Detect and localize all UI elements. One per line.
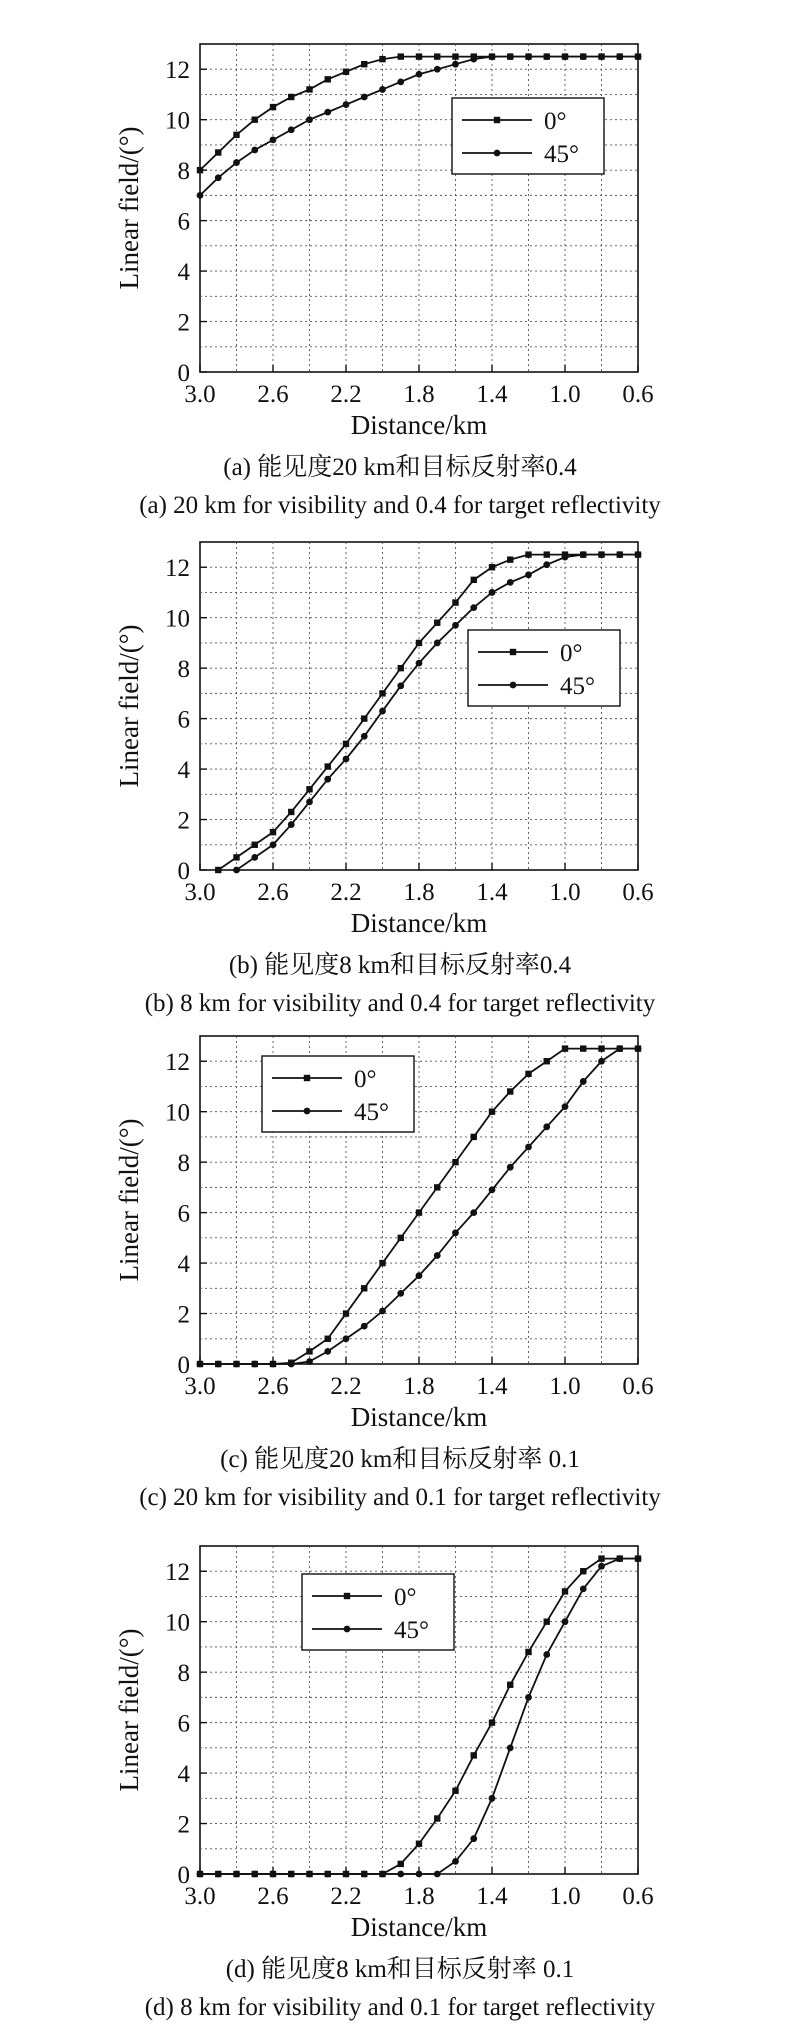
data-point-circle bbox=[361, 94, 368, 101]
x-tick-label: 2.6 bbox=[257, 1373, 289, 1400]
data-point-circle bbox=[562, 53, 569, 60]
data-point-square bbox=[306, 1348, 312, 1354]
data-point-square bbox=[233, 132, 239, 138]
data-point-square bbox=[434, 53, 440, 59]
data-point-circle bbox=[416, 1272, 423, 1279]
data-point-circle bbox=[361, 1871, 368, 1878]
data-point-square bbox=[288, 94, 294, 100]
legend-marker-circle bbox=[344, 1626, 351, 1633]
y-tick-label: 8 bbox=[177, 1150, 190, 1178]
data-point-square bbox=[507, 1682, 513, 1688]
data-point-square bbox=[525, 1649, 531, 1655]
plot-frame bbox=[200, 44, 638, 372]
caption-en-d: (d) 8 km for visibility and 0.1 for target reflectivity bbox=[144, 1994, 656, 2021]
x-tick-label: 1.4 bbox=[476, 1373, 508, 1400]
data-point-circle bbox=[251, 854, 258, 861]
chart-panel-a bbox=[0, 8, 800, 519]
x-tick-label: 1.0 bbox=[549, 1373, 581, 1400]
data-point-square bbox=[507, 1088, 513, 1094]
y-tick-label: 2 bbox=[177, 1301, 190, 1329]
data-point-circle bbox=[397, 78, 404, 85]
data-point-square bbox=[252, 842, 258, 848]
data-point-square bbox=[489, 1108, 495, 1114]
data-point-circle bbox=[470, 1835, 477, 1842]
legend-label-0: 0° bbox=[394, 1584, 417, 1611]
data-point-circle bbox=[489, 1795, 496, 1802]
data-point-square bbox=[379, 56, 385, 62]
caption-zh-a: (a) 能见度20 km和目标反射率0.4 bbox=[223, 454, 577, 481]
data-point-circle bbox=[324, 1348, 331, 1355]
data-point-circle bbox=[543, 561, 550, 568]
data-point-square bbox=[471, 577, 477, 583]
data-point-square bbox=[343, 69, 349, 75]
data-point-circle bbox=[452, 622, 459, 629]
y-tick-label: 12 bbox=[165, 1049, 190, 1077]
y-tick-label: 10 bbox=[165, 605, 190, 633]
x-axis-title: Distance/km bbox=[350, 410, 488, 440]
data-point-circle bbox=[361, 733, 368, 740]
data-point-square bbox=[215, 149, 221, 155]
legend-box bbox=[468, 630, 620, 706]
line-chart-b bbox=[0, 506, 800, 936]
data-point-square bbox=[270, 829, 276, 835]
y-tick-label: 10 bbox=[165, 1609, 190, 1637]
y-tick-label: 4 bbox=[177, 1761, 190, 1789]
x-tick-label: 0.6 bbox=[622, 381, 654, 408]
data-point-square bbox=[471, 1134, 477, 1140]
data-point-circle bbox=[434, 66, 441, 73]
data-point-square bbox=[434, 1184, 440, 1190]
y-tick-label: 4 bbox=[177, 1251, 190, 1279]
data-point-square bbox=[434, 620, 440, 626]
chart-panel-b bbox=[0, 506, 800, 1017]
data-point-circle bbox=[489, 589, 496, 596]
data-point-circle bbox=[635, 1045, 642, 1052]
data-point-circle bbox=[470, 56, 477, 63]
y-tick-label: 6 bbox=[177, 208, 190, 236]
data-point-square bbox=[544, 551, 550, 557]
data-point-circle bbox=[324, 1871, 331, 1878]
legend-label-1: 45° bbox=[394, 1617, 429, 1644]
x-tick-label: 2.2 bbox=[330, 879, 362, 906]
data-point-square bbox=[416, 1841, 422, 1847]
data-point-circle bbox=[543, 53, 550, 60]
x-tick-label: 2.2 bbox=[330, 381, 362, 408]
data-point-square bbox=[580, 1568, 586, 1574]
data-point-circle bbox=[343, 1871, 350, 1878]
x-tick-label: 0.6 bbox=[622, 1883, 654, 1910]
data-point-circle bbox=[562, 1618, 569, 1625]
line-chart-a bbox=[0, 8, 800, 438]
x-tick-label: 1.0 bbox=[549, 381, 581, 408]
y-tick-label: 4 bbox=[177, 259, 190, 287]
data-point-square bbox=[252, 116, 258, 122]
data-point-circle bbox=[562, 554, 569, 561]
data-point-square bbox=[398, 1235, 404, 1241]
x-tick-label: 1.8 bbox=[403, 879, 435, 906]
data-point-circle bbox=[616, 551, 623, 558]
data-point-square bbox=[598, 1555, 604, 1561]
y-tick-label: 12 bbox=[165, 1559, 190, 1587]
data-point-circle bbox=[616, 1045, 623, 1052]
data-point-square bbox=[361, 1285, 367, 1291]
data-point-square bbox=[398, 665, 404, 671]
data-point-circle bbox=[635, 551, 642, 558]
data-point-circle bbox=[598, 1563, 605, 1570]
data-point-square bbox=[544, 1058, 550, 1064]
data-point-square bbox=[434, 1815, 440, 1821]
y-tick-label: 8 bbox=[177, 1660, 190, 1688]
data-point-circle bbox=[306, 116, 313, 123]
x-tick-label: 0.6 bbox=[622, 1373, 654, 1400]
legend-label-1: 45° bbox=[560, 673, 595, 700]
line-chart-d bbox=[0, 1510, 800, 1940]
data-point-circle bbox=[306, 798, 313, 805]
legend bbox=[452, 98, 604, 174]
x-tick-label: 1.4 bbox=[476, 879, 508, 906]
data-point-square bbox=[379, 1260, 385, 1266]
data-point-circle bbox=[616, 1555, 623, 1562]
data-point-circle bbox=[489, 1187, 496, 1194]
data-point-square bbox=[416, 53, 422, 59]
data-point-circle bbox=[233, 159, 240, 166]
data-point-circle bbox=[343, 1335, 350, 1342]
data-point-square bbox=[489, 1719, 495, 1725]
data-point-square bbox=[343, 1310, 349, 1316]
y-axis-title: Linear field/(°) bbox=[114, 1628, 144, 1792]
data-point-circle bbox=[306, 1871, 313, 1878]
data-point-circle bbox=[233, 867, 240, 874]
x-tick-label: 2.6 bbox=[257, 1883, 289, 1910]
x-tick-label: 3.0 bbox=[184, 1883, 216, 1910]
y-tick-label: 6 bbox=[177, 1710, 190, 1738]
data-point-circle bbox=[580, 1585, 587, 1592]
y-tick-label: 12 bbox=[165, 555, 190, 583]
data-point-circle bbox=[434, 640, 441, 647]
data-point-circle bbox=[507, 579, 514, 586]
y-tick-label: 0 bbox=[177, 360, 190, 387]
legend bbox=[262, 1056, 414, 1132]
x-tick-label: 2.6 bbox=[257, 879, 289, 906]
data-point-circle bbox=[324, 776, 331, 783]
x-tick-label: 3.0 bbox=[184, 381, 216, 408]
data-point-square bbox=[306, 786, 312, 792]
x-tick-label: 1.8 bbox=[403, 381, 435, 408]
data-point-square bbox=[215, 867, 221, 873]
data-point-square bbox=[361, 715, 367, 721]
legend-box bbox=[302, 1574, 454, 1650]
legend-label-0: 0° bbox=[544, 108, 567, 135]
y-tick-label: 12 bbox=[165, 57, 190, 85]
data-point-circle bbox=[343, 101, 350, 108]
x-tick-label: 1.4 bbox=[476, 381, 508, 408]
legend bbox=[468, 630, 620, 706]
data-point-square bbox=[562, 1588, 568, 1594]
data-point-circle bbox=[379, 708, 386, 715]
y-tick-label: 6 bbox=[177, 1200, 190, 1228]
data-point-circle bbox=[288, 1871, 295, 1878]
data-point-square bbox=[325, 76, 331, 82]
x-tick-label: 0.6 bbox=[622, 879, 654, 906]
legend-marker-square bbox=[344, 1593, 350, 1599]
data-point-circle bbox=[416, 1871, 423, 1878]
data-point-circle bbox=[288, 821, 295, 828]
line-chart-c bbox=[0, 1000, 800, 1430]
data-point-circle bbox=[543, 1651, 550, 1658]
data-point-square bbox=[379, 690, 385, 696]
data-point-square bbox=[562, 1045, 568, 1051]
data-point-circle bbox=[379, 86, 386, 93]
data-point-square bbox=[544, 1618, 550, 1624]
y-tick-label: 0 bbox=[177, 1352, 190, 1379]
caption-en-c: (c) 20 km for visibility and 0.1 for target reflectivity bbox=[139, 1484, 661, 1511]
chart-panel-d bbox=[0, 1510, 800, 2021]
data-point-square bbox=[452, 53, 458, 59]
legend-marker-square bbox=[494, 117, 500, 123]
data-point-circle bbox=[251, 147, 258, 154]
data-point-circle bbox=[233, 1361, 240, 1368]
data-point-square bbox=[489, 564, 495, 570]
data-point-square bbox=[416, 1209, 422, 1215]
data-point-circle bbox=[598, 1058, 605, 1065]
x-tick-label: 1.4 bbox=[476, 1883, 508, 1910]
data-point-square bbox=[507, 556, 513, 562]
data-point-square bbox=[270, 104, 276, 110]
data-point-square bbox=[525, 1071, 531, 1077]
legend-box bbox=[262, 1056, 414, 1132]
data-point-circle bbox=[616, 53, 623, 60]
data-point-square bbox=[452, 1159, 458, 1165]
legend-box bbox=[452, 98, 604, 174]
data-point-circle bbox=[197, 1361, 204, 1368]
y-axis-title: Linear field/(°) bbox=[114, 126, 144, 290]
data-point-square bbox=[452, 599, 458, 605]
data-point-circle bbox=[324, 109, 331, 116]
y-tick-label: 2 bbox=[177, 807, 190, 835]
data-point-square bbox=[288, 809, 294, 815]
data-point-circle bbox=[270, 1361, 277, 1368]
x-tick-label: 3.0 bbox=[184, 879, 216, 906]
data-point-circle bbox=[452, 1229, 459, 1236]
data-point-circle bbox=[215, 1871, 222, 1878]
data-point-circle bbox=[306, 1358, 313, 1365]
data-point-circle bbox=[397, 1290, 404, 1297]
data-point-square bbox=[452, 1788, 458, 1794]
y-tick-label: 0 bbox=[177, 858, 190, 885]
data-point-circle bbox=[343, 756, 350, 763]
x-tick-label: 3.0 bbox=[184, 1373, 216, 1400]
x-tick-label: 2.6 bbox=[257, 381, 289, 408]
data-point-circle bbox=[288, 126, 295, 133]
data-point-square bbox=[197, 167, 203, 173]
data-point-square bbox=[398, 1861, 404, 1867]
data-point-circle bbox=[270, 1871, 277, 1878]
data-point-square bbox=[361, 61, 367, 67]
x-tick-label: 1.0 bbox=[549, 1883, 581, 1910]
y-tick-label: 0 bbox=[177, 1862, 190, 1889]
x-axis-title: Distance/km bbox=[350, 908, 488, 938]
caption-en-a: (a) 20 km for visibility and 0.4 for target reflectivity bbox=[139, 492, 661, 519]
data-point-circle bbox=[470, 1209, 477, 1216]
chart-panel-c bbox=[0, 1000, 800, 1511]
data-point-circle bbox=[507, 1744, 514, 1751]
data-point-square bbox=[416, 640, 422, 646]
y-axis-title: Linear field/(°) bbox=[114, 1118, 144, 1282]
data-point-circle bbox=[598, 551, 605, 558]
y-tick-label: 10 bbox=[165, 1099, 190, 1127]
data-point-circle bbox=[489, 53, 496, 60]
data-point-circle bbox=[635, 1555, 642, 1562]
data-point-circle bbox=[251, 1361, 258, 1368]
data-point-circle bbox=[233, 1871, 240, 1878]
data-point-circle bbox=[215, 174, 222, 181]
y-tick-label: 4 bbox=[177, 757, 190, 785]
data-point-circle bbox=[452, 61, 459, 68]
caption-en-b: (b) 8 km for visibility and 0.4 for target reflectivity bbox=[144, 990, 656, 1017]
data-point-circle bbox=[251, 1871, 258, 1878]
data-point-circle bbox=[525, 571, 532, 578]
data-point-circle bbox=[379, 1871, 386, 1878]
data-point-square bbox=[598, 1045, 604, 1051]
data-point-square bbox=[580, 1045, 586, 1051]
x-tick-label: 2.2 bbox=[330, 1883, 362, 1910]
data-point-circle bbox=[507, 1164, 514, 1171]
x-axis-title: Distance/km bbox=[350, 1912, 488, 1942]
data-point-square bbox=[233, 854, 239, 860]
data-point-circle bbox=[635, 53, 642, 60]
data-point-square bbox=[471, 1752, 477, 1758]
data-point-circle bbox=[288, 1361, 295, 1368]
legend-label-1: 45° bbox=[544, 141, 579, 168]
data-point-circle bbox=[543, 1123, 550, 1130]
data-point-circle bbox=[197, 1871, 204, 1878]
data-point-circle bbox=[397, 682, 404, 689]
data-point-circle bbox=[397, 1871, 404, 1878]
y-tick-label: 8 bbox=[177, 656, 190, 684]
data-point-circle bbox=[580, 1078, 587, 1085]
data-point-circle bbox=[379, 1308, 386, 1315]
data-point-circle bbox=[452, 1858, 459, 1865]
data-point-square bbox=[343, 741, 349, 747]
data-point-circle bbox=[270, 136, 277, 143]
data-point-square bbox=[525, 551, 531, 557]
data-point-square bbox=[325, 1336, 331, 1342]
legend-label-0: 0° bbox=[354, 1066, 377, 1093]
legend-marker-circle bbox=[510, 682, 517, 689]
x-tick-label: 1.0 bbox=[549, 879, 581, 906]
data-point-circle bbox=[598, 53, 605, 60]
x-tick-label: 1.8 bbox=[403, 1883, 435, 1910]
data-point-circle bbox=[470, 604, 477, 611]
data-point-square bbox=[398, 53, 404, 59]
data-point-circle bbox=[197, 192, 204, 199]
data-point-circle bbox=[416, 71, 423, 78]
legend bbox=[302, 1574, 454, 1650]
data-point-square bbox=[325, 763, 331, 769]
data-point-circle bbox=[507, 53, 514, 60]
caption-zh-d: (d) 能见度8 km和目标反射率 0.1 bbox=[225, 1956, 575, 1983]
data-point-circle bbox=[434, 1871, 441, 1878]
data-point-circle bbox=[434, 1252, 441, 1259]
x-tick-label: 2.2 bbox=[330, 1373, 362, 1400]
legend-marker-square bbox=[304, 1075, 310, 1081]
data-point-circle bbox=[525, 53, 532, 60]
y-axis-title: Linear field/(°) bbox=[114, 624, 144, 788]
legend-marker-square bbox=[510, 649, 516, 655]
data-point-circle bbox=[525, 1694, 532, 1701]
legend-label-0: 0° bbox=[560, 640, 583, 667]
x-axis-title: Distance/km bbox=[350, 1402, 488, 1432]
y-tick-label: 2 bbox=[177, 309, 190, 337]
caption-zh-b: (b) 能见度8 km和目标反射率0.4 bbox=[228, 952, 572, 979]
data-point-circle bbox=[215, 1361, 222, 1368]
data-point-circle bbox=[562, 1103, 569, 1110]
y-tick-label: 2 bbox=[177, 1811, 190, 1839]
data-point-circle bbox=[270, 841, 277, 848]
data-point-circle bbox=[525, 1144, 532, 1151]
data-point-circle bbox=[361, 1323, 368, 1330]
legend-label-1: 45° bbox=[354, 1099, 389, 1126]
y-tick-label: 6 bbox=[177, 706, 190, 734]
legend-marker-circle bbox=[304, 1108, 311, 1115]
y-tick-label: 8 bbox=[177, 158, 190, 186]
data-point-square bbox=[306, 86, 312, 92]
data-point-circle bbox=[580, 551, 587, 558]
data-point-circle bbox=[580, 53, 587, 60]
data-point-circle bbox=[416, 660, 423, 667]
y-tick-label: 10 bbox=[165, 107, 190, 135]
legend-marker-circle bbox=[494, 150, 501, 157]
caption-zh-c: (c) 能见度20 km和目标反射率 0.1 bbox=[220, 1446, 580, 1473]
x-tick-label: 1.8 bbox=[403, 1373, 435, 1400]
